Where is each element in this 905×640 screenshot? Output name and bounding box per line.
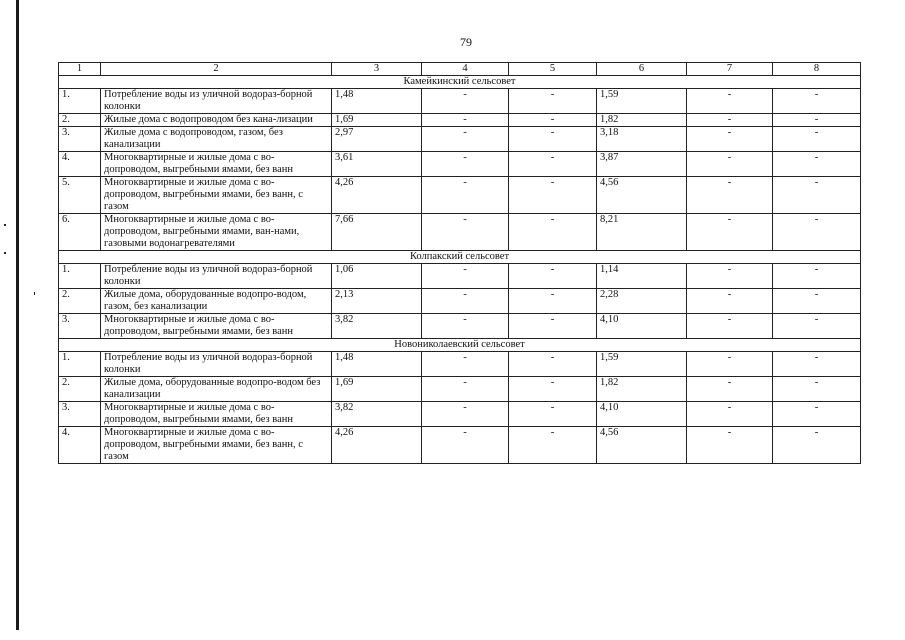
value-cell-5: - <box>509 289 597 314</box>
description-cell: Жилые дома, оборудованные водопро-водом, газом, без канализации <box>101 289 332 314</box>
value-cell-5: - <box>509 427 597 464</box>
value-cell-3: 1,48 <box>332 89 422 114</box>
table-row <box>59 402 861 427</box>
description-cell: Многоквартирные и жилые дома с во-допроводом, выгребными ямами, без ванн, с газом <box>101 177 332 214</box>
scan-artifact-mark <box>34 292 35 295</box>
scan-artifact-mark <box>4 252 6 254</box>
page-number: 79 <box>460 35 472 49</box>
scan-artifact-mark <box>4 224 6 226</box>
row-number-cell: 3. <box>59 314 101 339</box>
section-row <box>59 339 861 352</box>
value-cell-3: 1,69 <box>332 377 422 402</box>
value-cell-5: - <box>509 89 597 114</box>
table-row <box>59 352 861 377</box>
value-cell-4: - <box>422 127 509 152</box>
value-cell-3: 2,97 <box>332 127 422 152</box>
value-cell-7: - <box>687 377 773 402</box>
value-cell-7: - <box>687 402 773 427</box>
value-cell-7: - <box>687 264 773 289</box>
column-number-row <box>59 63 861 76</box>
value-cell-7: - <box>687 127 773 152</box>
tariff-table <box>58 62 861 464</box>
value-cell-6: 1,59 <box>597 89 687 114</box>
value-cell-7: - <box>687 352 773 377</box>
row-number-cell: 2. <box>59 289 101 314</box>
value-cell-8: - <box>773 427 861 464</box>
value-cell-4: - <box>422 152 509 177</box>
section-title: Камейкинский сельсовет <box>59 76 861 89</box>
row-number-cell: 3. <box>59 402 101 427</box>
description-cell: Многоквартирные и жилые дома с во-допроводом, выгребными ямами, без ванн <box>101 152 332 177</box>
value-cell-8: - <box>773 352 861 377</box>
description-cell: Многоквартирные и жилые дома с во-допроводом, выгребными ямами, без ванн <box>101 402 332 427</box>
value-cell-5: - <box>509 352 597 377</box>
value-cell-4: - <box>422 427 509 464</box>
row-number-cell: 5. <box>59 177 101 214</box>
value-cell-3: 1,48 <box>332 352 422 377</box>
table-row <box>59 289 861 314</box>
row-number-cell: 4. <box>59 152 101 177</box>
value-cell-5: - <box>509 402 597 427</box>
value-cell-8: - <box>773 264 861 289</box>
value-cell-3: 2,13 <box>332 289 422 314</box>
value-cell-7: - <box>687 177 773 214</box>
value-cell-6: 4,10 <box>597 402 687 427</box>
value-cell-7: - <box>687 314 773 339</box>
value-cell-6: 1,82 <box>597 377 687 402</box>
value-cell-6: 1,59 <box>597 352 687 377</box>
value-cell-6: 3,18 <box>597 127 687 152</box>
value-cell-8: - <box>773 89 861 114</box>
section-row <box>59 76 861 89</box>
value-cell-3: 1,69 <box>332 114 422 127</box>
table-row <box>59 152 861 177</box>
section-row <box>59 251 861 264</box>
value-cell-6: 2,28 <box>597 289 687 314</box>
value-cell-4: - <box>422 114 509 127</box>
column-header-8: 8 <box>773 63 861 76</box>
value-cell-5: - <box>509 314 597 339</box>
value-cell-4: - <box>422 264 509 289</box>
value-cell-4: - <box>422 377 509 402</box>
column-header-5: 5 <box>509 63 597 76</box>
value-cell-8: - <box>773 114 861 127</box>
column-header-3: 3 <box>332 63 422 76</box>
value-cell-7: - <box>687 114 773 127</box>
table-row <box>59 214 861 251</box>
row-number-cell: 6. <box>59 214 101 251</box>
description-cell: Потребление воды из уличной водораз-борной колонки <box>101 264 332 289</box>
value-cell-7: - <box>687 289 773 314</box>
row-number-cell: 1. <box>59 89 101 114</box>
value-cell-8: - <box>773 289 861 314</box>
table-row <box>59 177 861 214</box>
table-row <box>59 89 861 114</box>
row-number-cell: 1. <box>59 352 101 377</box>
table-row <box>59 264 861 289</box>
value-cell-6: 4,10 <box>597 314 687 339</box>
value-cell-4: - <box>422 89 509 114</box>
table-row <box>59 377 861 402</box>
value-cell-5: - <box>509 152 597 177</box>
table-row <box>59 127 861 152</box>
value-cell-8: - <box>773 314 861 339</box>
section-title: Новониколаевский сельсовет <box>59 339 861 352</box>
table-body <box>59 63 861 464</box>
value-cell-6: 4,56 <box>597 177 687 214</box>
value-cell-5: - <box>509 264 597 289</box>
value-cell-3: 4,26 <box>332 427 422 464</box>
value-cell-3: 3,82 <box>332 314 422 339</box>
row-number-cell: 3. <box>59 127 101 152</box>
value-cell-5: - <box>509 377 597 402</box>
value-cell-8: - <box>773 402 861 427</box>
binding-edge-line <box>16 0 19 630</box>
value-cell-5: - <box>509 114 597 127</box>
description-cell: Многоквартирные и жилые дома с во-допроводом, выгребными ямами, ван-нами, газовыми водонагревателями <box>101 214 332 251</box>
value-cell-5: - <box>509 177 597 214</box>
description-cell: Потребление воды из уличной водораз-борной колонки <box>101 352 332 377</box>
value-cell-6: 1,82 <box>597 114 687 127</box>
value-cell-7: - <box>687 89 773 114</box>
column-header-6: 6 <box>597 63 687 76</box>
value-cell-8: - <box>773 177 861 214</box>
value-cell-6: 3,87 <box>597 152 687 177</box>
column-header-7: 7 <box>687 63 773 76</box>
value-cell-4: - <box>422 214 509 251</box>
value-cell-4: - <box>422 402 509 427</box>
value-cell-8: - <box>773 152 861 177</box>
value-cell-7: - <box>687 214 773 251</box>
column-header-4: 4 <box>422 63 509 76</box>
value-cell-4: - <box>422 352 509 377</box>
description-cell: Жилые дома, оборудованные водопро-водом без канализации <box>101 377 332 402</box>
value-cell-5: - <box>509 127 597 152</box>
row-number-cell: 4. <box>59 427 101 464</box>
value-cell-6: 8,21 <box>597 214 687 251</box>
value-cell-4: - <box>422 314 509 339</box>
section-title: Колпакский сельсовет <box>59 251 861 264</box>
row-number-cell: 1. <box>59 264 101 289</box>
table-row <box>59 314 861 339</box>
description-cell: Жилые дома с водопроводом без кана-лизации <box>101 114 332 127</box>
table-row <box>59 427 861 464</box>
description-cell: Многоквартирные и жилые дома с во-допроводом, выгребными ямами, без ванн <box>101 314 332 339</box>
value-cell-7: - <box>687 152 773 177</box>
value-cell-3: 3,82 <box>332 402 422 427</box>
description-cell: Жилые дома с водопроводом, газом, без канализации <box>101 127 332 152</box>
value-cell-4: - <box>422 289 509 314</box>
value-cell-8: - <box>773 127 861 152</box>
column-header-1: 1 <box>59 63 101 76</box>
value-cell-8: - <box>773 377 861 402</box>
value-cell-5: - <box>509 214 597 251</box>
value-cell-8: - <box>773 214 861 251</box>
value-cell-7: - <box>687 427 773 464</box>
value-cell-6: 4,56 <box>597 427 687 464</box>
table-row <box>59 114 861 127</box>
row-number-cell: 2. <box>59 114 101 127</box>
column-header-2: 2 <box>101 63 332 76</box>
row-number-cell: 2. <box>59 377 101 402</box>
value-cell-3: 4,26 <box>332 177 422 214</box>
value-cell-3: 3,61 <box>332 152 422 177</box>
value-cell-4: - <box>422 177 509 214</box>
value-cell-6: 1,14 <box>597 264 687 289</box>
value-cell-3: 7,66 <box>332 214 422 251</box>
value-cell-3: 1,06 <box>332 264 422 289</box>
description-cell: Потребление воды из уличной водораз-борной колонки <box>101 89 332 114</box>
description-cell: Многоквартирные и жилые дома с во-допроводом, выгребными ямами, без ванн, с газом <box>101 427 332 464</box>
